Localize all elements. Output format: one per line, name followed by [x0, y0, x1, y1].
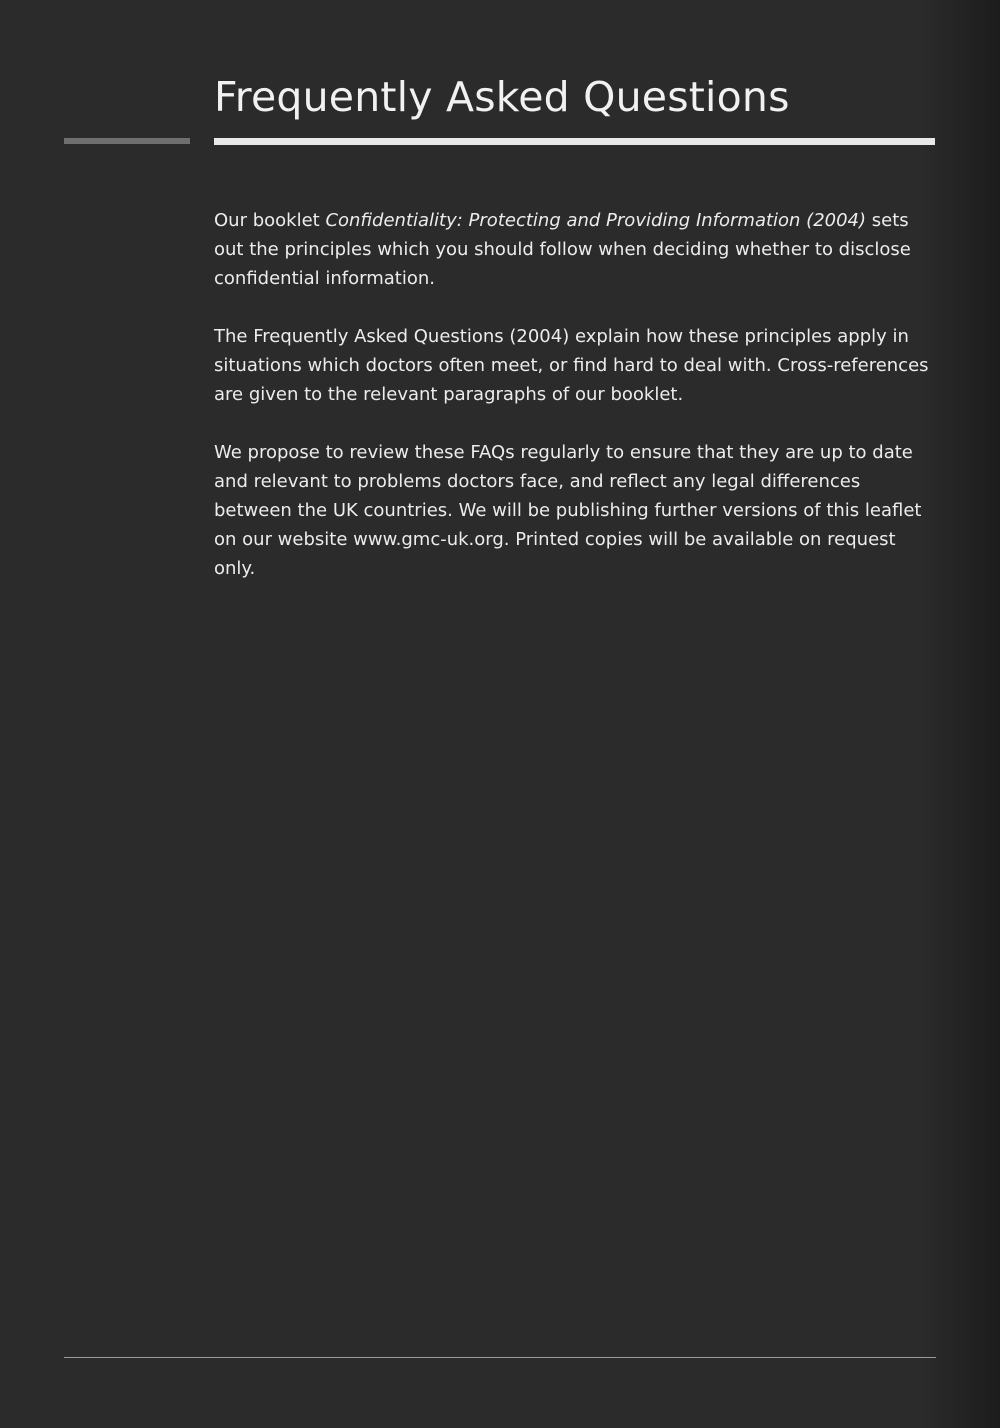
footer-rule: [64, 1357, 936, 1358]
intro-paragraph-2: The Frequently Asked Questions (2004) explain how these principles apply in situations which doctors often meet, or find hard to deal with. Cross-references are given to the relevant paragraphs of our booklet.: [214, 326, 929, 405]
intro-paragraph-1: [214, 206, 936, 293]
booklet-title: Confidentiality: Protecting and Providing Information (2004): [325, 210, 867, 231]
intro-paragraph-3: We propose to review these FAQs regularly to ensure that they are up to date and relevant to problems doctors face, and reflect any legal differences between the UK countries. We will be publishing further versions of this leaflet on our website www.gmc-uk.org. Printed copies will be available on request only.: [214, 442, 922, 579]
intro-text: [214, 206, 936, 612]
left-margin-marker: [64, 138, 190, 144]
intro-paragraph-1-rest: sets out the principles which you should follow when deciding whether to disclose confidential information.: [214, 210, 911, 289]
title-underline-rule: [214, 138, 935, 145]
intro-paragraph-1-lead: Our booklet: [214, 210, 326, 231]
page-title: Frequently Asked Questions: [214, 73, 790, 121]
